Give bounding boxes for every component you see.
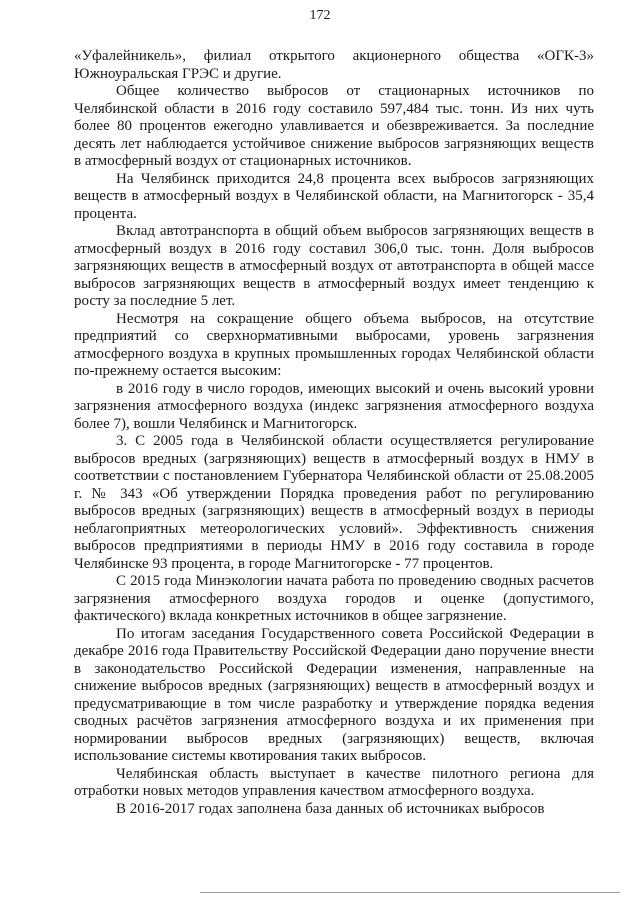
paragraph-5: Несмотря на сокращение общего объема выбросов, на отсутствие предприятий со сверхнормативными выбросами, уровень загрязнения атмосферного воздуха в крупных промышленных городах Челябинской области по-прежнему остается высоким: xyxy=(74,310,594,379)
paragraph-10: Челябинская область выступает в качестве пилотного региона для отработки новых методов управления качеством атмосферного воздуха. xyxy=(74,765,594,799)
paragraph-2: Общее количество выбросов от стационарных источников по Челябинской области в 2016 году составило 597,484 тыс. тонн. Из них чуть более 80 процентов ежегодно улавливается и обезвреживается. За последние десять лет наблюдается устойчивое снижение выбросов загрязняющих веществ в атмосферный воздух от стационарных источников. xyxy=(74,83,594,169)
paragraph-3: На Челябинск приходится 24,8 процента всех выбросов загрязняющих веществ в атмосферный воздух в Челябинской области, на Магнитогорск - 35,4 процента. xyxy=(74,170,594,222)
paragraph-11: В 2016-2017 годах заполнена база данных об источниках выбросов xyxy=(116,800,545,817)
paragraph-8: С 2015 года Минэкологии начата работа по проведению сводных расчетов загрязнения атмосферного воздуха городов и оценке (допустимого, фактического) вклада конкретных источников в общее загрязнение. xyxy=(74,573,594,624)
page-number: 172 xyxy=(309,8,331,23)
paragraph-4: Вклад автотранспорта в общий объем выбросов загрязняющих веществ в атмосферный воздух в 2016 году составил 306,0 тыс. тонн. Доля выбросов загрязняющих веществ в атмосферный воздух от автотранспорта в общей массе выбросов загрязняющих веществ в атмосферный воздух имеет тенденцию к росту за последние 5 лет. xyxy=(74,223,594,309)
paragraph-1: «Уфалейникель», филиал открытого акционерного общества «ОГК-3» Южноуральская ГРЭС и другие. xyxy=(74,48,594,82)
paragraph-9: По итогам заседания Государственного совета Российской Федерации в декабре 2016 года Правительству Российской Федерации дано поручение внести в законодательство Российской Федерации изменения, направленные на снижение выбросов вредных (загрязняющих) веществ в атмосферный воздух и предусматривающие в том числе разработку и утверждение порядка ведения сводных расчётов загрязнения атмосферного воздуха и их применения при нормировании выбросов вредных (загрязняющих) веществ, включая использование системы квотирования таких выбросов. xyxy=(74,625,594,764)
footer-divider xyxy=(200,892,620,893)
paragraph-7: 3. С 2005 года в Челябинской области осуществляется регулирование выбросов вредных (загрязняющих) веществ в атмосферный воздух в НМУ в соответствии с постановлением Губернатора Челябинской области от 25.08.2005 г. № 343 «Об утверждении Порядка проведения работ по регулированию выбросов вредных (загрязняющих) веществ в атмосферный воздух в периоды неблагоприятных метеорологических условий». Эффективность снижения выбросов предприятиями в периоды НМУ в 2016 году составила в городе Челябинске 93 процента, в городе Магнитогорске - 77 процентов. xyxy=(74,433,594,572)
paragraph-6: в 2016 году в число городов, имеющих высокий и очень высокий уровни загрязнения атмосферного воздуха (индекс загрязнения атмосферного воздуха более 7), вошли Челябинск и Магнитогорск. xyxy=(74,380,594,432)
document-body xyxy=(74,48,594,818)
